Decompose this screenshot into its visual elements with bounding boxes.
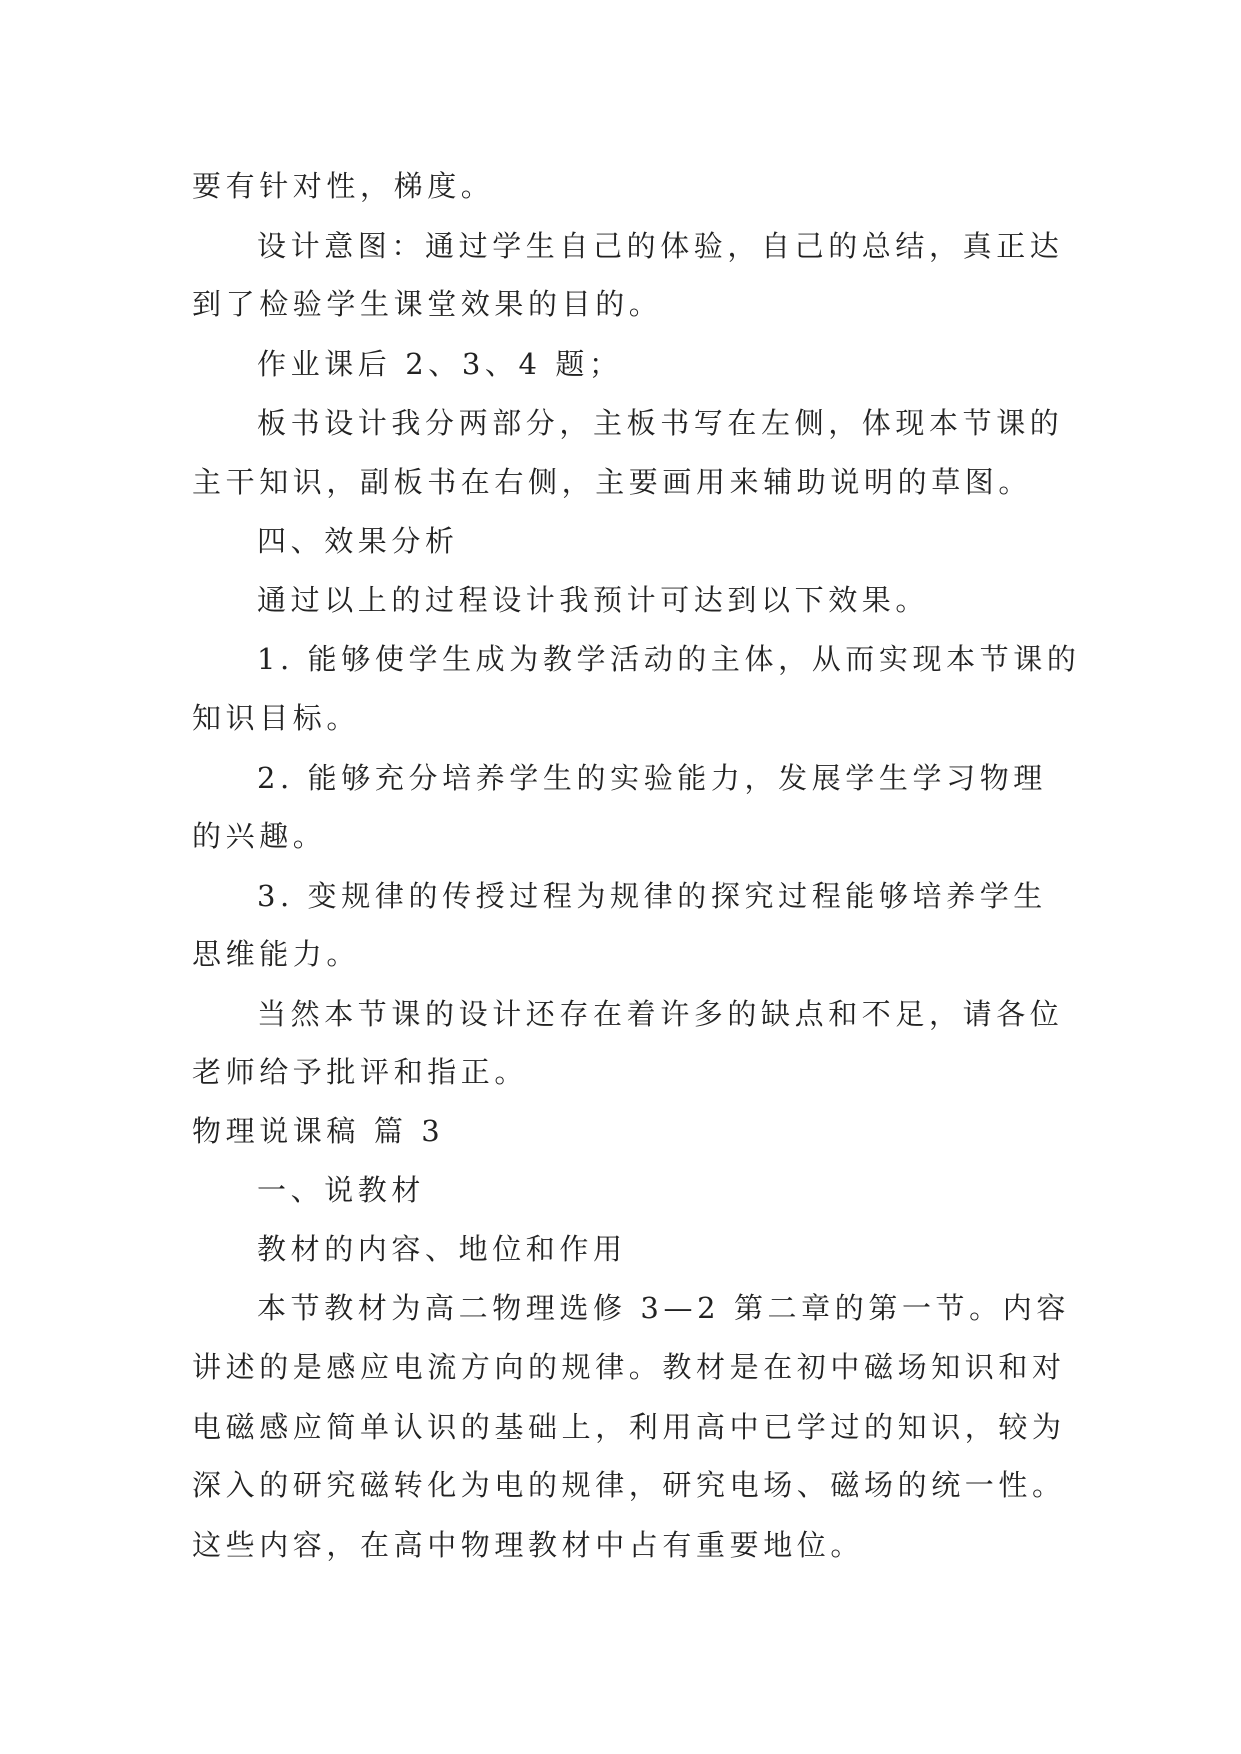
text-line: 通过以上的过程设计我预计可达到以下效果。 [257, 583, 930, 617]
section-heading: 四、效果分析 [257, 524, 459, 558]
list-item: 2. 能够充分培养学生的实验能力，发展学生学习物理 [257, 761, 1047, 795]
text-line: 主干知识，副板书在右侧，主要画用来辅助说明的草图。 [192, 465, 1033, 499]
text-line: 要有针对性，梯度。 [192, 169, 495, 203]
text-line: 的兴趣。 [192, 819, 327, 853]
text-line: 本节教材为高二物理选修 3—2 第二章的第一节。内容 [257, 1291, 1070, 1325]
text-line: 电磁感应简单认识的基础上，利用高中已学过的知识，较为 [192, 1410, 1066, 1444]
text-line: 设计意图：通过学生自己的体验，自己的总结，真正达 [257, 229, 1064, 263]
text-line: 到了检验学生课堂效果的目的。 [192, 287, 663, 321]
text-line: 板书设计我分两部分，主板书写在左侧，体现本节课的 [257, 406, 1064, 440]
list-item: 3. 变规律的传授过程为规律的探究过程能够培养学生 [257, 879, 1047, 913]
article-title: 物理说课稿 篇 3 [192, 1114, 445, 1148]
text-line: 深入的研究磁转化为电的规律，研究电场、磁场的统一性。 [192, 1468, 1066, 1502]
text-line: 思维能力。 [192, 937, 361, 971]
text-line: 知识目标。 [192, 701, 361, 735]
text-line: 讲述的是感应电流方向的规律。教材是在初中磁场知识和对 [192, 1350, 1066, 1384]
section-heading: 一、说教材 [257, 1173, 426, 1207]
list-item: 1. 能够使学生成为教学活动的主体，从而实现本节课的 [257, 642, 1081, 676]
text-line: 这些内容，在高中物理教材中占有重要地位。 [192, 1528, 865, 1562]
text-line: 老师给予批评和指正。 [192, 1055, 529, 1089]
text-line: 作业课后 2、3、4 题； [257, 347, 623, 381]
subsection-heading: 教材的内容、地位和作用 [257, 1232, 627, 1266]
text-line: 当然本节课的设计还存在着许多的缺点和不足，请各位 [257, 997, 1064, 1031]
